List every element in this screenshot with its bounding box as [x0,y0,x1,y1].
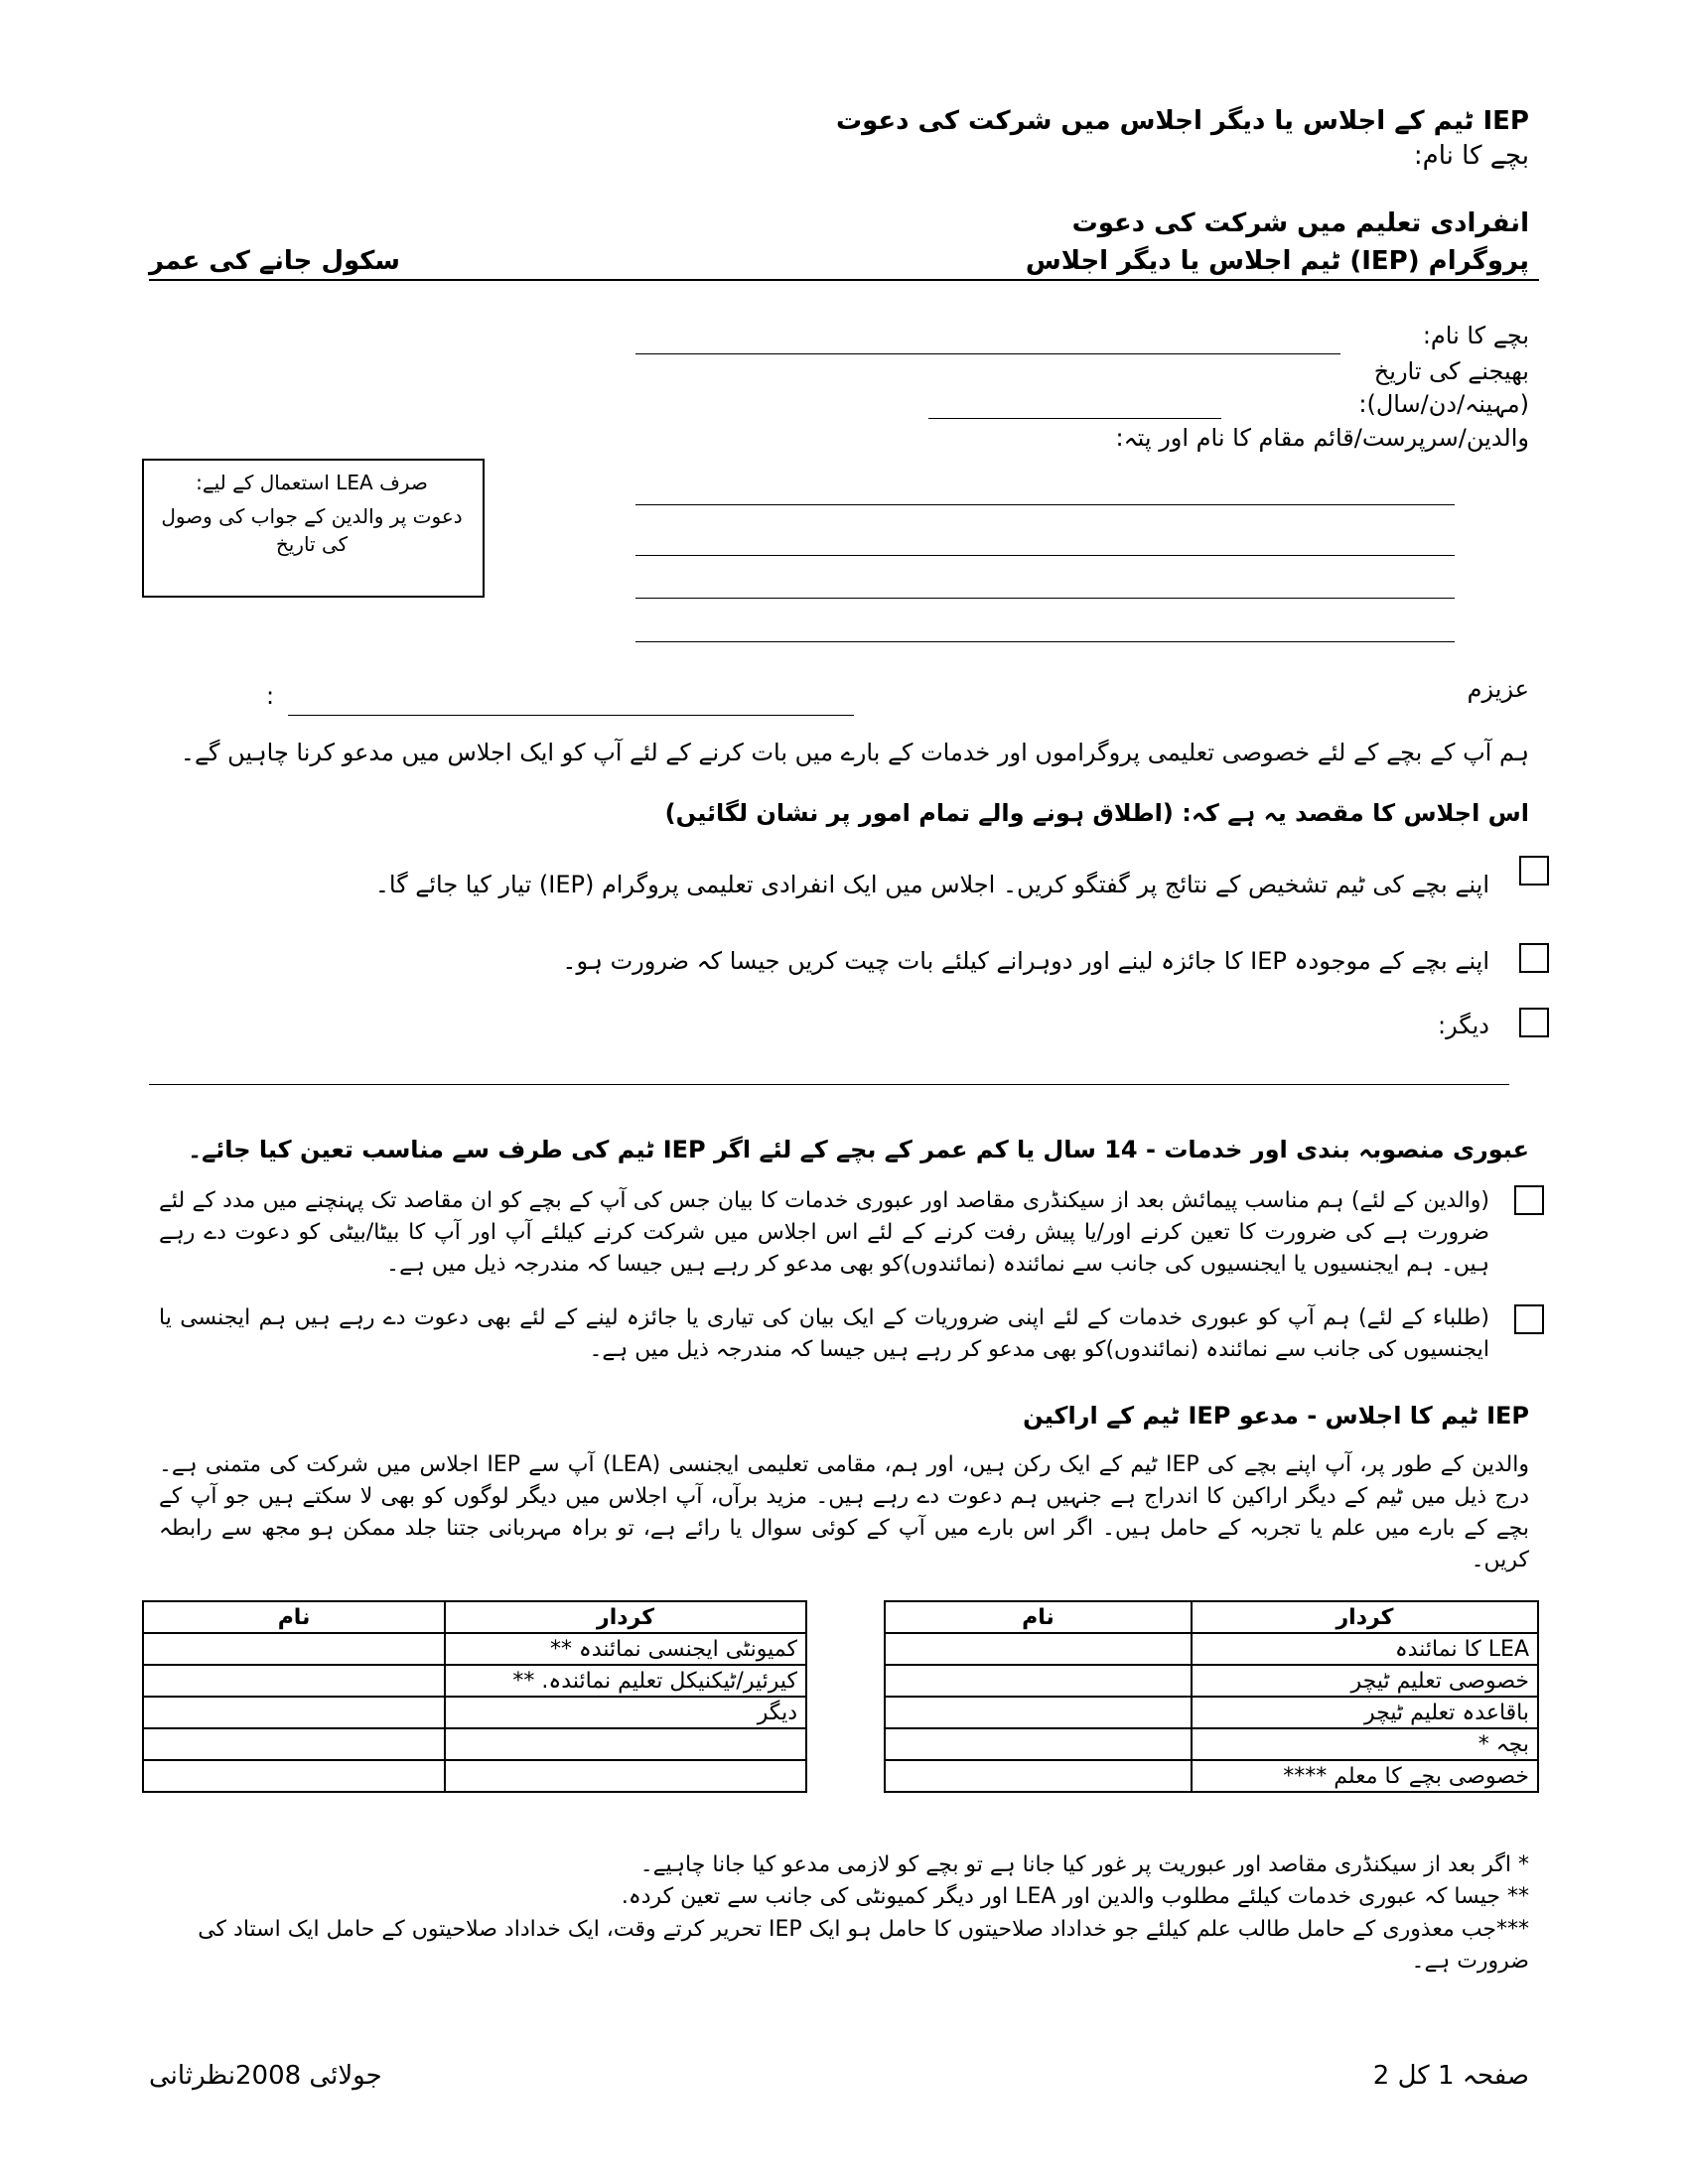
table-right-role: بچہ * [1192,1728,1538,1760]
table-row [143,1760,806,1792]
purpose-checkbox-other[interactable] [1519,1008,1549,1037]
table-row [885,1697,1538,1728]
table-right-name-cell[interactable] [885,1697,1192,1728]
table-left-role: کیرئیر/ٹیکنیکل تعلیم نمائندہ. ** [445,1665,806,1697]
table-row [885,1633,1538,1665]
greeting-label: عزیزم [1467,675,1529,703]
school-age-label: سکول جانے کی عمر [149,246,400,276]
lea-use-only-box [142,459,485,598]
table-row [885,1665,1538,1697]
parent-address-line-1[interactable] [635,504,1455,505]
footnote-2: ** جیسا کہ عبوری خدمات کیلئے مطلوب والدین اور LEA اور دیگر کمیونٹی کی جانب سے تعین کردہ. [621,1884,1529,1909]
sent-date-label: بھیجنے کی تاریخ [1373,357,1529,385]
table-right-header-name: نام [885,1601,1192,1633]
greeting-name-field[interactable] [288,715,854,716]
title-line-1: انفرادی تعلیم میں شرکت کی دعوت [1071,208,1529,238]
members-heading: IEP ٹیم کا اجلاس - مدعو IEP ٹیم کے اراکین [1023,1402,1529,1430]
table-row [885,1728,1538,1760]
table-right-role: خصوصی بچے کا معلم **** [1192,1760,1538,1792]
parent-address-line-2[interactable] [635,555,1455,556]
transition-parents-checkbox[interactable] [1514,1185,1544,1215]
lea-box-title: صرف LEA استعمال کے لیے: [196,471,428,494]
table-right-role: خصوصی تعلیم ٹیچر [1192,1665,1538,1697]
table-left-role[interactable] [445,1728,806,1760]
intro-paragraph: ہم آپ کے بچے کے لئے خصوصی تعلیمی پروگراموں اور خدمات کے بارے میں بات کرنے کے لئے آپ کو ایک اجلاس میں مدعو کرنا چاہیں گے۔ [180,739,1529,766]
other-purpose-line[interactable] [149,1084,1509,1085]
table-right-name-cell[interactable] [885,1728,1192,1760]
table-right-role: LEA کا نمائندہ [1192,1633,1538,1665]
table-row [143,1697,806,1728]
table-left-role[interactable] [445,1760,806,1792]
table-left-name-cell[interactable] [143,1633,445,1665]
transition-heading: عبوری منصوبہ بندی اور خدمات - 14 سال یا کم عمر کے بچے کے لئے اگر IEP ٹیم کی طرف سے مناسب تعین کیا جائے۔ [188,1136,1529,1163]
title-line-2: پروگرام (IEP) ٹیم اجلاس یا دیگر اجلاس [1025,246,1529,276]
form-header-title: IEP ٹیم کے اجلاس یا دیگر اجلاس میں شرکت کی دعوت [835,106,1529,136]
table-left-name-cell[interactable] [143,1697,445,1728]
page-number: صفحہ 1 کل 2 [1372,2061,1529,2091]
lea-box-text: دعوت پر والدین کے جواب کی وصول کی تاریخ [161,504,463,556]
date-format-label: (مہینہ/دن/سال): [1358,390,1529,418]
transition-students-checkbox[interactable] [1514,1304,1544,1334]
team-members-table-right [884,1600,1539,1793]
parent-address-line-3[interactable] [635,598,1455,599]
table-left-role: دیگر [445,1697,806,1728]
table-right-name-cell[interactable] [885,1633,1192,1665]
footnote-1: * اگر بعد از سیکنڈری مقاصد اور عبوریت پر غور کیا جانا ہے تو بچے کو لازمی مدعو کیا جانا چاہیے۔ [639,1852,1529,1877]
table-right-name-cell[interactable] [885,1760,1192,1792]
table-left-name-cell[interactable] [143,1760,445,1792]
purpose-heading: اس اجلاس کا مقصد یہ ہے کہ: (اطلاق ہونے والے تمام امور پر نشان لگائیں) [664,799,1529,827]
parent-address-label: والدین/سرپرست/قائم مقام کا نام اور پتہ: [1115,424,1529,452]
revision-date: جولائی 2008نظرثانی [149,2061,382,2091]
table-left-role: کمیونٹی ایجنسی نمائندہ ** [445,1633,806,1665]
team-members-table-left [142,1600,807,1793]
sent-date-field[interactable] [928,418,1221,419]
table-row [143,1633,806,1665]
table-row [143,1665,806,1697]
table-left-header-name: نام [143,1601,445,1633]
purpose-option-1: اپنے بچے کی ٹیم تشخیص کے نتائج پر گفتگو کریں۔ اجلاس میں ایک انفرادی تعلیمی پروگرام (IEP) تیار کیا جائے گا۔ [374,871,1489,898]
purpose-option-2: اپنے بچے کے موجودہ IEP کا جائزہ لینے اور دوہرانے کیلئے بات چیت کریں جیسا کہ ضرورت ہو۔ [562,947,1489,975]
purpose-checkbox-2[interactable] [1519,943,1549,973]
purpose-checkbox-1[interactable] [1519,856,1549,886]
table-row [143,1728,806,1760]
form-header-child-name: بچے کا نام: [1413,141,1529,171]
footnote-3: ***جب معذوری کے حامل طالب علم کیلئے جو خداداد صلاحیتوں کا حامل ہو ایک IEP تحریر کرتے وقت، ایک خداداد صلاحیتوں کے حامل ایک استاد کی ضرورت ہے۔ [198,1917,1529,1974]
table-left-header-role: کردار [445,1601,806,1633]
child-name-field[interactable] [635,353,1340,354]
table-right-name-cell[interactable] [885,1665,1192,1697]
child-name-label: بچے کا نام: [1422,322,1529,349]
table-row [885,1760,1538,1792]
purpose-option-other: دیگر: [1438,1012,1489,1039]
transition-students-text: (طلباء کے لئے) ہم آپ کو عبوری خدمات کے لئے اپنی ضروریات کے ایک بیان کی تیاری یا جائزہ لینے کے لئے بھی دعوت دے رہے ہیں ہم ایجنسی یا ایجنسیوں کی جانب سے نمائندہ (نمائندوں)کو بھی مدعو کر رہے ہیں جیسا کہ مندرجہ ذیل میں ہے۔ [159,1305,1489,1362]
table-right-role: باقاعدہ تعلیم ٹیچر [1192,1697,1538,1728]
table-left-name-cell[interactable] [143,1728,445,1760]
title-divider [149,279,1539,281]
greeting-colon: : [266,682,275,710]
members-paragraph: والدین کے طور پر، آپ اپنے بچے کی IEP ٹیم کے ایک رکن ہیں، اور ہم، مقامی تعلیمی ایجنسی (LEA) آپ سے IEP اجلاس میں شرکت کی متمنی ہے۔ درج ذیل میں ٹیم کے دیگر اراکین کا اندراج ہے جنہیں ہم دعوت دے رہے ہیں۔ مزید برآں، آپ اجلاس میں دیگر لوگوں کو بھی لا سکتے ہیں جو آپ کے بچے کے بارے میں علم یا تجربہ کے حامل ہیں۔ اگر اس بارے میں آپ کے کوئی سوال یا رائے ہے، تو براہ مہربانی جتنا جلد ممکن ہو مجھ سے رابطہ کریں۔ [159,1452,1529,1572]
table-left-name-cell[interactable] [143,1665,445,1697]
parent-address-line-4[interactable] [635,641,1455,642]
table-right-header-role: کردار [1192,1601,1538,1633]
transition-parents-text: (والدین کے لئے) ہم مناسب پیمائش بعد از سیکنڈری مقاصد اور عبوری خدمات کا بیان جس کی آپ کے بچے کو ان مقاصد تک پہنچنے میں مدد کے لئے ضرورت ہے کی ضرورت کا تعین کرنے اور/یا پیش رفت کرنے کے لئے اس اجلاس میں شرکت کرنے کیلئے آپ اور آپ کا بیٹا/بیٹی کو دعوت دے رہے ہیں۔ ہم ایجنسیوں یا ایجنسیوں کی جانب سے نمائندہ (نمائندوں)کو بھی مدعو کر رہے ہیں جیسا کہ مندرجہ ذیل میں ہے۔ [159,1188,1489,1277]
